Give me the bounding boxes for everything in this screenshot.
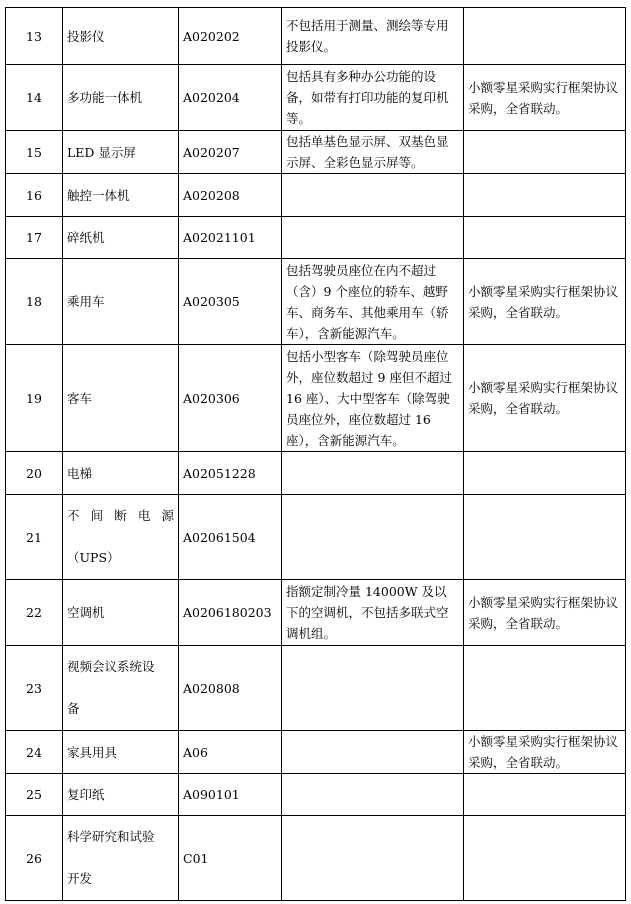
item-name-line: 科学研究和试验 xyxy=(67,829,155,844)
table-row xyxy=(6,452,626,495)
item-description xyxy=(282,774,464,816)
item-code: A020305 xyxy=(179,259,282,345)
item-name xyxy=(63,816,179,901)
item-description: 包括小型客车（除驾驶员座位外，座位数超过 9 座但不超过 16 座）、大中型客车（除驾驶员座位外，座位数超过 16 座），含新能源汽车。 xyxy=(282,345,464,452)
item-note xyxy=(464,131,626,174)
item-description: 不包括用于测量、测绘等专用投影仪。 xyxy=(282,8,464,65)
item-description: 包括具有多种办公功能的设备，如带有打印功能的复印机等。 xyxy=(282,65,464,131)
item-name: 复印纸 xyxy=(63,774,179,816)
table-row xyxy=(6,580,626,646)
row-number: 21 xyxy=(6,495,63,580)
procurement-catalog-table xyxy=(5,7,626,901)
row-number: 22 xyxy=(6,580,63,646)
item-description xyxy=(282,174,464,217)
item-name-line: 不间断电源 xyxy=(67,508,174,523)
item-code: A090101 xyxy=(179,774,282,816)
item-name xyxy=(63,646,179,731)
table-row xyxy=(6,131,626,174)
table-row xyxy=(6,65,626,131)
item-name: 投影仪 xyxy=(63,8,179,65)
item-name: 触控一体机 xyxy=(63,174,179,217)
item-note xyxy=(464,495,626,580)
table-row xyxy=(6,345,626,452)
item-code: A020208 xyxy=(179,174,282,217)
item-name-line: 备 xyxy=(67,701,80,716)
item-name: 空调机 xyxy=(63,580,179,646)
row-number: 25 xyxy=(6,774,63,816)
item-note xyxy=(464,174,626,217)
item-note: 小额零星采购实行框架协议采购，全省联动。 xyxy=(464,65,626,131)
item-name: 客车 xyxy=(63,345,179,452)
item-description: 包括单基色显示屏、双基色显示屏、全彩色显示屏等。 xyxy=(282,131,464,174)
row-number: 13 xyxy=(6,8,63,65)
item-name: 多功能一体机 xyxy=(63,65,179,131)
item-name: 乘用车 xyxy=(63,259,179,345)
item-note xyxy=(464,646,626,731)
item-name-line: 视频会议系统设 xyxy=(67,659,155,674)
item-note: 小额零星采购实行框架协议采购，全省联动。 xyxy=(464,259,626,345)
item-name-line: 开发 xyxy=(67,871,93,886)
item-description: 包括驾驶员座位在内不超过（含）9 个座位的轿车、越野车、商务车、其他乘用车（轿车），含新能源汽车。 xyxy=(282,259,464,345)
item-name: 家具用具 xyxy=(63,731,179,774)
item-code: A06 xyxy=(179,731,282,774)
item-note xyxy=(464,217,626,259)
item-note: 小额零星采购实行框架协议采购，全省联动。 xyxy=(464,345,626,452)
item-code: A020207 xyxy=(179,131,282,174)
table-row xyxy=(6,259,626,345)
table-row xyxy=(6,174,626,217)
item-code: A02051228 xyxy=(179,452,282,495)
table-row xyxy=(6,8,626,65)
item-code: C01 xyxy=(179,816,282,901)
table-row xyxy=(6,217,626,259)
row-number: 17 xyxy=(6,217,63,259)
item-description xyxy=(282,731,464,774)
item-description xyxy=(282,452,464,495)
row-number: 23 xyxy=(6,646,63,731)
row-number: 15 xyxy=(6,131,63,174)
row-number: 20 xyxy=(6,452,63,495)
item-code: A02021101 xyxy=(179,217,282,259)
item-name: 碎纸机 xyxy=(63,217,179,259)
item-code: A020204 xyxy=(179,65,282,131)
table-row xyxy=(6,774,626,816)
row-number: 19 xyxy=(6,345,63,452)
item-code: A0206180203 xyxy=(179,580,282,646)
item-note xyxy=(464,8,626,65)
item-name xyxy=(63,495,179,580)
row-number: 18 xyxy=(6,259,63,345)
row-number: 14 xyxy=(6,65,63,131)
item-description: 指额定制冷量 14000W 及以下的空调机，不包括多联式空调机组。 xyxy=(282,580,464,646)
item-description xyxy=(282,217,464,259)
item-code: A02061504 xyxy=(179,495,282,580)
item-code: A020202 xyxy=(179,8,282,65)
item-note xyxy=(464,452,626,495)
row-number: 24 xyxy=(6,731,63,774)
item-code: A020306 xyxy=(179,345,282,452)
item-description xyxy=(282,495,464,580)
row-number: 26 xyxy=(6,816,63,901)
item-note xyxy=(464,774,626,816)
item-note: 小额零星采购实行框架协议采购，全省联动。 xyxy=(464,731,626,774)
row-number: 16 xyxy=(6,174,63,217)
item-note: 小额零星采购实行框架协议采购，全省联动。 xyxy=(464,580,626,646)
item-description xyxy=(282,816,464,901)
table-row xyxy=(6,731,626,774)
item-name: 电梯 xyxy=(63,452,179,495)
item-note xyxy=(464,816,626,901)
item-name-line: （UPS） xyxy=(67,550,120,565)
table-row xyxy=(6,646,626,731)
item-code: A020808 xyxy=(179,646,282,731)
item-description xyxy=(282,646,464,731)
table-row xyxy=(6,495,626,580)
item-name: LED 显示屏 xyxy=(63,131,179,174)
table-row xyxy=(6,816,626,901)
